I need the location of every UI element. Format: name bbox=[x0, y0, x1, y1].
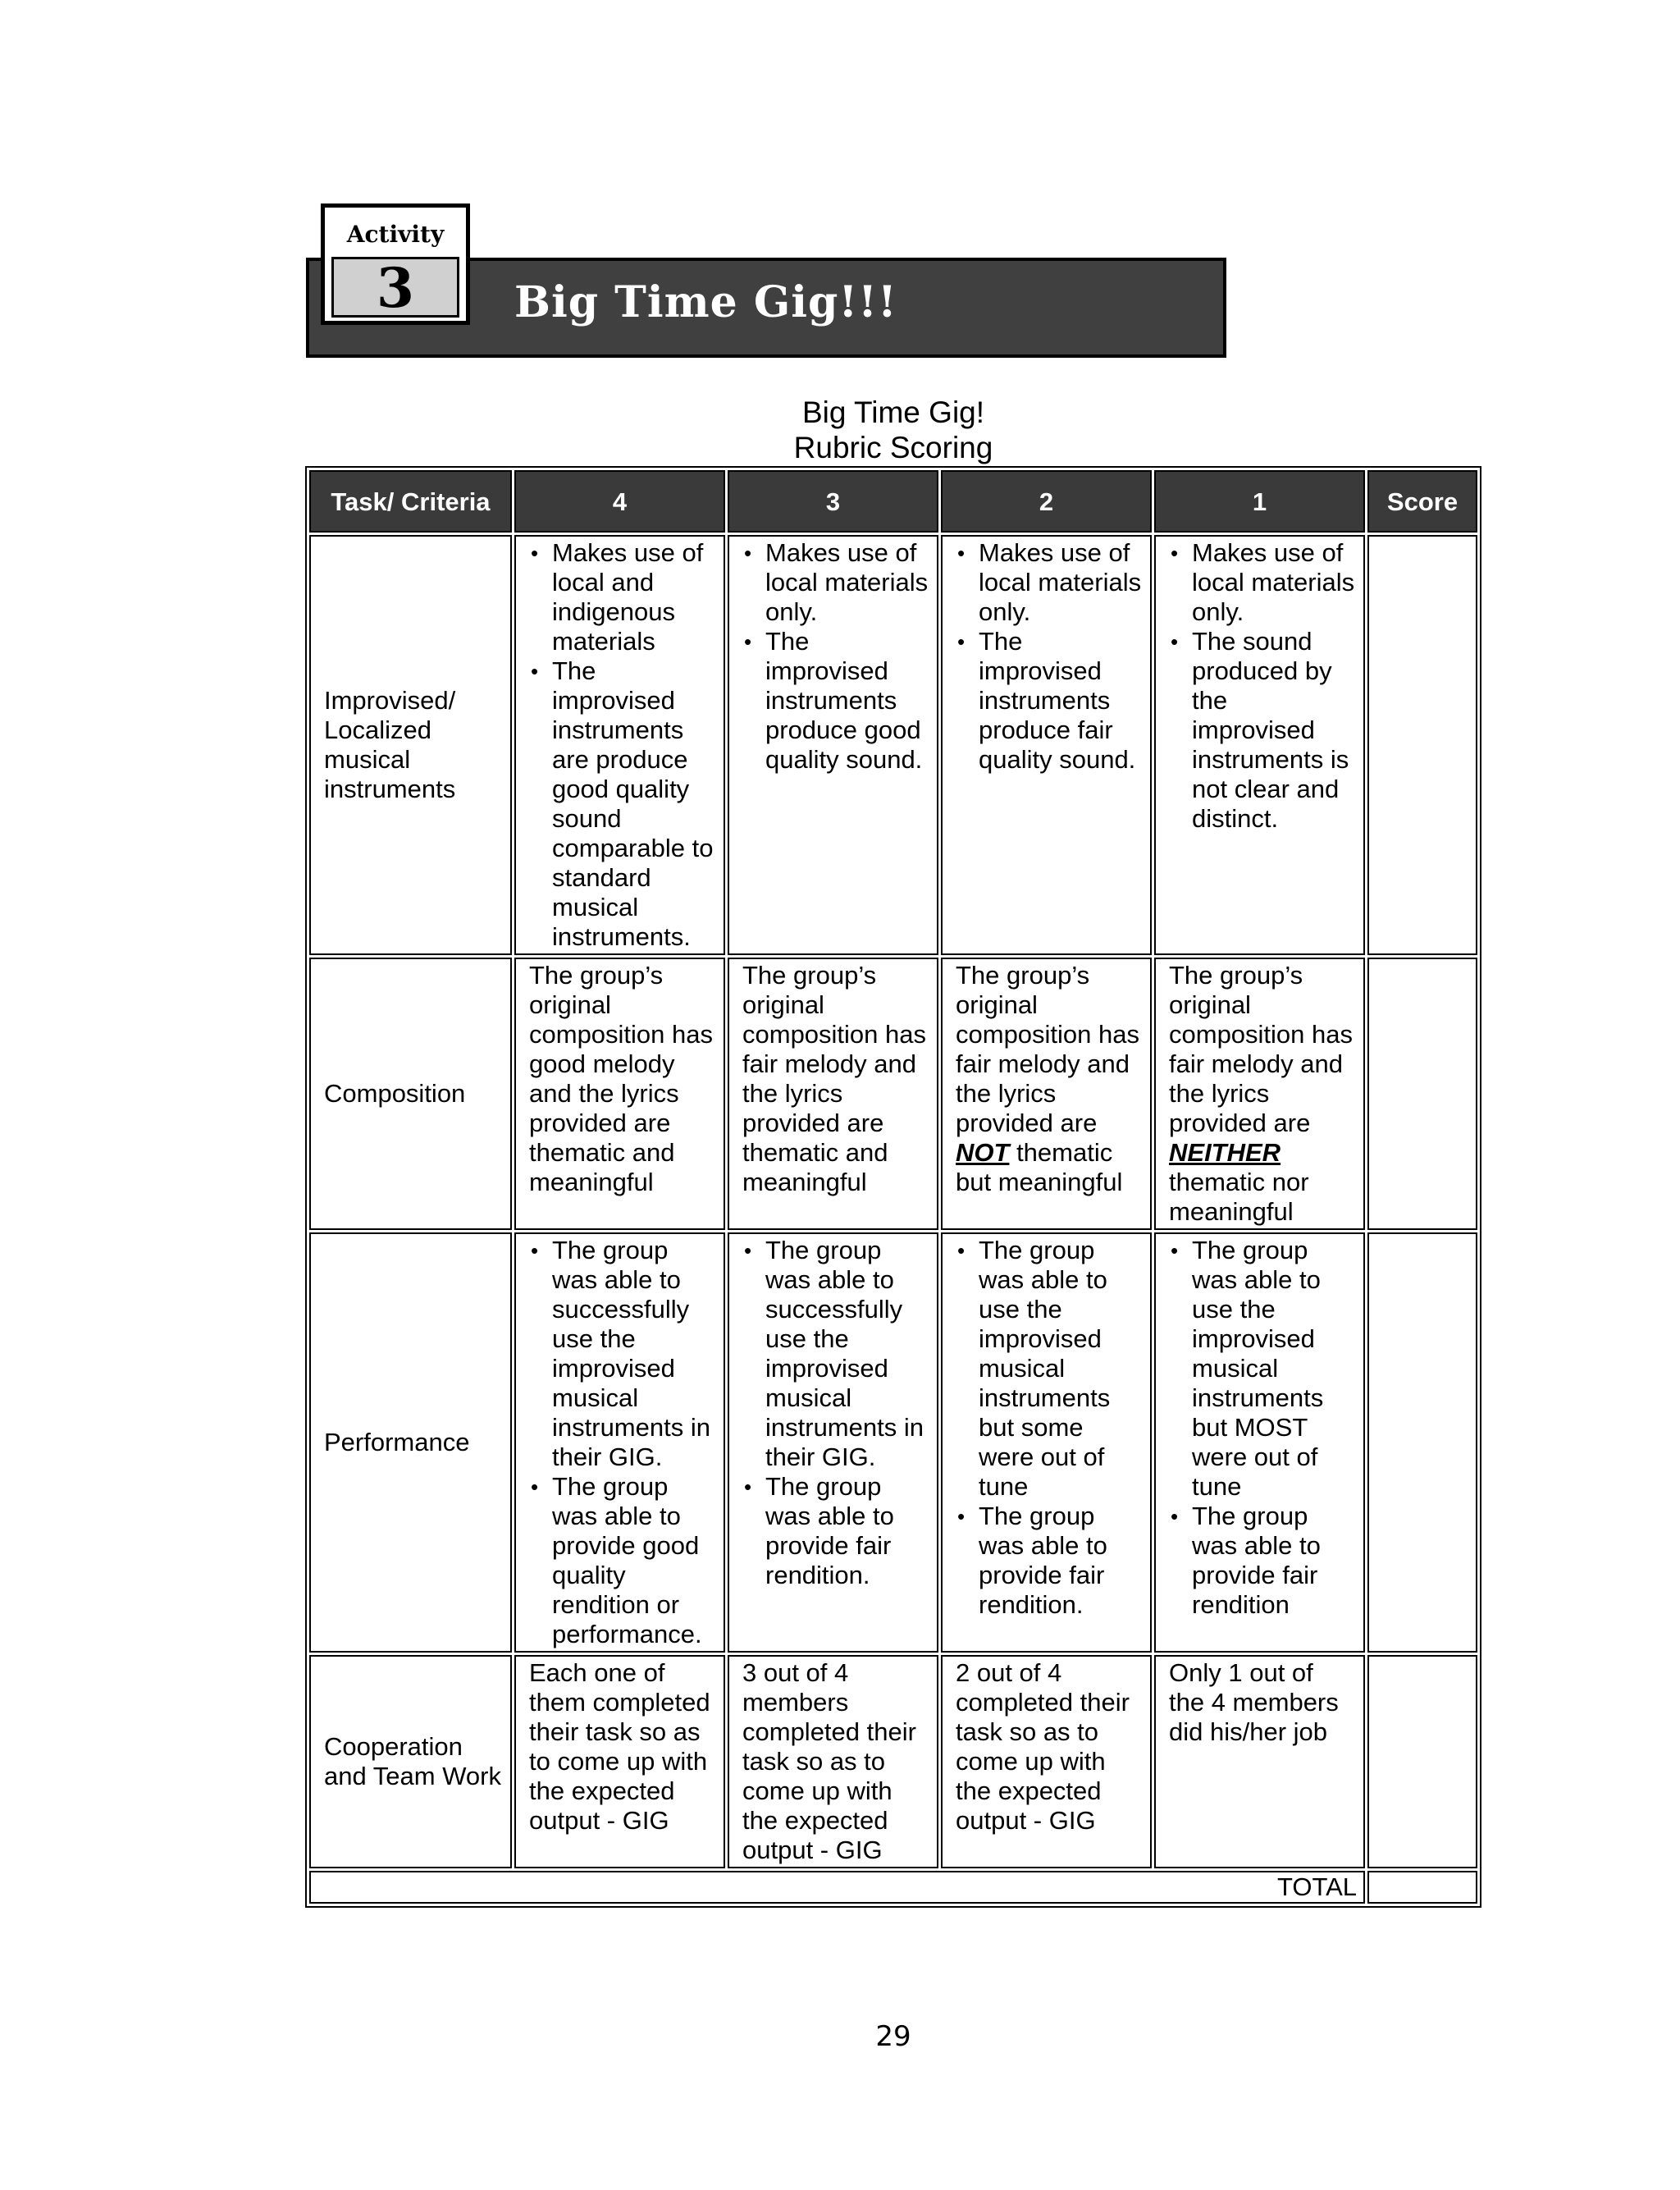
list-item: • The group was able to successfully use the improvised musical instruments in their GIG. bbox=[552, 1236, 715, 1472]
header-1: 1 bbox=[1154, 470, 1365, 533]
cell-text: The group’s original composition has fair melody and the lyrics provided are bbox=[956, 961, 1140, 1137]
criteria-cell: Composition bbox=[309, 958, 512, 1230]
total-label: TOTAL bbox=[309, 1871, 1365, 1904]
bullet-list bbox=[529, 538, 715, 952]
list-item: • The group was able to use the improvised musical instruments but MOST were out of tune bbox=[1192, 1236, 1355, 1502]
list-item: • The group was able to provide fair rendition. bbox=[979, 1502, 1142, 1620]
table-row bbox=[309, 1655, 1477, 1868]
list-item: • Makes use of local and indigenous materials bbox=[552, 538, 715, 656]
activity-title: Big Time Gig!!! bbox=[514, 277, 897, 327]
header-score: Score bbox=[1367, 470, 1477, 533]
score-entry-cell[interactable] bbox=[1367, 535, 1477, 955]
score-1-cell bbox=[1154, 535, 1365, 955]
emphasis-neither: NEITHER bbox=[1169, 1138, 1281, 1167]
rubric-caption-title: Big Time Gig! bbox=[801, 395, 985, 429]
table-row bbox=[309, 535, 1477, 955]
score-4-cell bbox=[514, 535, 725, 955]
rubric-caption-subtitle: Rubric Scoring bbox=[793, 431, 993, 464]
list-item: • The improvised instruments produce fair quality sound. bbox=[979, 627, 1142, 775]
score-entry-cell[interactable] bbox=[1367, 1232, 1477, 1653]
score-3-cell: 3 out of 4 members completed their task so as to come up with the expected output - GIG bbox=[728, 1655, 938, 1868]
list-item: • The group was able to provide fair rendition bbox=[1192, 1502, 1355, 1620]
list-item: • Makes use of local materials only. bbox=[979, 538, 1142, 627]
list-item: • The group was able to use the improvised musical instruments but some were out of tune bbox=[979, 1236, 1142, 1502]
activity-badge bbox=[321, 203, 470, 325]
list-item: • The group was able to provide fair rendition. bbox=[765, 1472, 929, 1590]
header-4: 4 bbox=[514, 470, 725, 533]
score-3-cell bbox=[728, 1232, 938, 1653]
total-score-cell[interactable] bbox=[1367, 1871, 1477, 1904]
criteria-cell: Cooperation and Team Work bbox=[309, 1655, 512, 1868]
criteria-cell: Performance bbox=[309, 1232, 512, 1653]
score-1-cell: Only 1 out of the 4 members did his/her job bbox=[1154, 1655, 1365, 1868]
activity-number-box bbox=[331, 257, 459, 318]
emphasis-not: NOT bbox=[956, 1138, 1010, 1167]
bullet-list bbox=[956, 538, 1142, 775]
total-row bbox=[309, 1871, 1477, 1904]
cell-text: thematic nor meaningful bbox=[1169, 1168, 1309, 1226]
score-entry-cell[interactable] bbox=[1367, 958, 1477, 1230]
list-item: • The improvised instruments produce good quality sound. bbox=[765, 627, 929, 775]
score-2-cell bbox=[941, 958, 1152, 1230]
cell-text: thematic but meaningful bbox=[956, 1138, 1123, 1196]
rubric-table bbox=[305, 466, 1481, 1908]
score-4-cell bbox=[514, 1232, 725, 1653]
bullet-list bbox=[529, 1236, 715, 1649]
header-2: 2 bbox=[941, 470, 1152, 533]
list-item: • Makes use of local materials only. bbox=[765, 538, 929, 627]
score-entry-cell[interactable] bbox=[1367, 1655, 1477, 1868]
score-4-cell: The group’s original composition has good melody and the lyrics provided are thematic and meaningful bbox=[514, 958, 725, 1230]
table-row bbox=[309, 1232, 1477, 1653]
score-3-cell: The group’s original composition has fair melody and the lyrics provided are thematic and meaningful bbox=[728, 958, 938, 1230]
criteria-cell: Improvised/ Localized musical instruments bbox=[309, 535, 512, 955]
bullet-list bbox=[742, 1236, 929, 1590]
bullet-list bbox=[1169, 1236, 1355, 1620]
score-1-cell bbox=[1154, 1232, 1365, 1653]
score-4-cell: Each one of them completed their task so as to come up with the expected output - GIG bbox=[514, 1655, 725, 1868]
list-item: • Makes use of local materials only. bbox=[1192, 538, 1355, 627]
score-3-cell bbox=[728, 535, 938, 955]
list-item: • The group was able to successfully use the improvised musical instruments in their GIG. bbox=[765, 1236, 929, 1472]
list-item: • The improvised instruments are produce good quality sound comparable to standard musical instruments. bbox=[552, 656, 715, 952]
score-2-cell bbox=[941, 535, 1152, 955]
score-2-cell bbox=[941, 1232, 1152, 1653]
header-criteria: Task/ Criteria bbox=[309, 470, 512, 533]
activity-number: 3 bbox=[377, 256, 414, 320]
page-number: 29 bbox=[875, 2020, 911, 2053]
list-item: • The group was able to provide good quality rendition or performance. bbox=[552, 1472, 715, 1649]
table-row bbox=[309, 958, 1477, 1230]
score-2-cell: 2 out of 4 completed their task so as to come up with the expected output - GIG bbox=[941, 1655, 1152, 1868]
activity-label: Activity bbox=[346, 221, 445, 248]
table-header-row bbox=[309, 470, 1477, 533]
list-item: • The sound produced by the improvised instruments is not clear and distinct. bbox=[1192, 627, 1355, 834]
cell-text: The group’s original composition has fair melody and the lyrics provided are bbox=[1169, 961, 1354, 1137]
bullet-list bbox=[742, 538, 929, 775]
score-1-cell bbox=[1154, 958, 1365, 1230]
header-3: 3 bbox=[728, 470, 938, 533]
bullet-list bbox=[1169, 538, 1355, 834]
bullet-list bbox=[956, 1236, 1142, 1620]
